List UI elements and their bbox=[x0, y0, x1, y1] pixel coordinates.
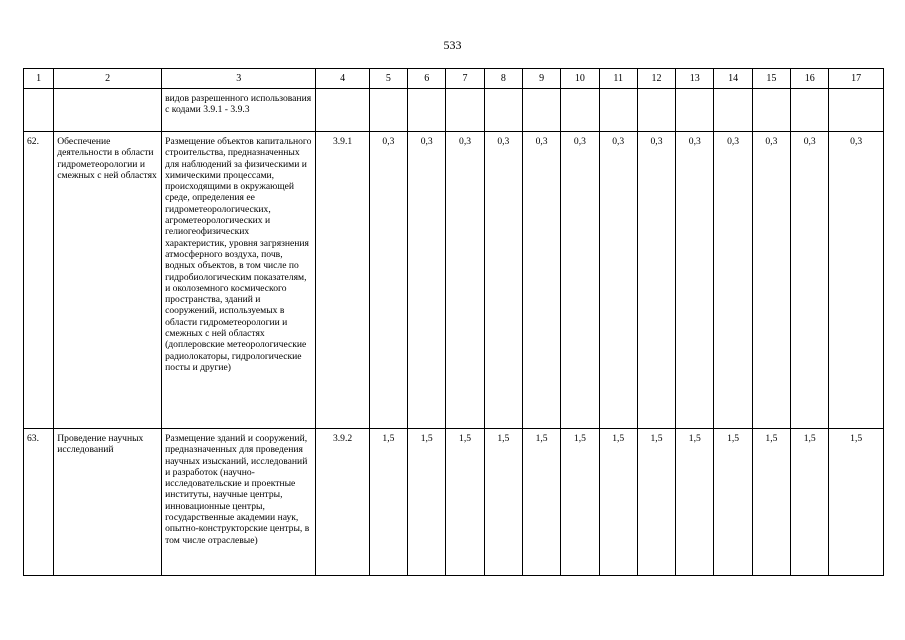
row-number: 62. bbox=[24, 132, 54, 429]
header-cell: 17 bbox=[829, 69, 884, 89]
value-cell: 0,3 bbox=[408, 132, 446, 429]
row-name bbox=[54, 89, 162, 132]
row-code: 3.9.2 bbox=[316, 429, 369, 576]
row-code bbox=[316, 89, 369, 132]
header-cell: 11 bbox=[599, 69, 637, 89]
header-cell: 1 bbox=[24, 69, 54, 89]
header-cell: 6 bbox=[408, 69, 446, 89]
header-cell: 16 bbox=[791, 69, 829, 89]
row-description: Размещение зданий и сооружений, предназначенных для проведения научных изысканий, исследований и разработок (научно-исследовательские и проектные институты, научные центры, инновационные центры, государственные академии наук, опытно-конструкторские центры, в том числе отраслевые) bbox=[162, 429, 316, 576]
table-row bbox=[24, 132, 884, 429]
value-cell: 1,5 bbox=[637, 429, 675, 576]
value-cell: 1,5 bbox=[676, 429, 714, 576]
value-cell: 1,5 bbox=[791, 429, 829, 576]
header-cell: 9 bbox=[522, 69, 560, 89]
value-cell: 1,5 bbox=[522, 429, 560, 576]
table-row bbox=[24, 89, 884, 132]
row-code: 3.9.1 bbox=[316, 132, 369, 429]
value-cell: 0,3 bbox=[484, 132, 522, 429]
value-cell: 0,3 bbox=[637, 132, 675, 429]
value-cell: 0,3 bbox=[714, 132, 752, 429]
value-cell: 0,3 bbox=[829, 132, 884, 429]
header-cell: 15 bbox=[752, 69, 790, 89]
header-row bbox=[24, 69, 884, 89]
value-cell: 0,3 bbox=[561, 132, 599, 429]
header-cell: 12 bbox=[637, 69, 675, 89]
value-cell bbox=[369, 89, 407, 132]
row-name: Обеспечение деятельности в области гидрометеорологии и смежных с ней областях bbox=[54, 132, 162, 429]
value-cell bbox=[829, 89, 884, 132]
value-cell bbox=[599, 89, 637, 132]
value-cell bbox=[714, 89, 752, 132]
header-cell: 7 bbox=[446, 69, 484, 89]
value-cell: 1,5 bbox=[829, 429, 884, 576]
value-cell bbox=[752, 89, 790, 132]
value-cell: 1,5 bbox=[714, 429, 752, 576]
value-cell bbox=[408, 89, 446, 132]
row-number: 63. bbox=[24, 429, 54, 576]
land-use-table bbox=[23, 68, 884, 576]
value-cell: 1,5 bbox=[408, 429, 446, 576]
value-cell: 0,3 bbox=[446, 132, 484, 429]
value-cell bbox=[522, 89, 560, 132]
value-cell: 1,5 bbox=[561, 429, 599, 576]
value-cell: 1,5 bbox=[752, 429, 790, 576]
value-cell bbox=[484, 89, 522, 132]
table-row bbox=[24, 429, 884, 576]
value-cell bbox=[676, 89, 714, 132]
header-cell: 2 bbox=[54, 69, 162, 89]
row-description: видов разрешенного использования с кодами 3.9.1 - 3.9.3 bbox=[162, 89, 316, 132]
header-cell: 10 bbox=[561, 69, 599, 89]
value-cell: 1,5 bbox=[369, 429, 407, 576]
value-cell: 0,3 bbox=[522, 132, 560, 429]
header-cell: 4 bbox=[316, 69, 369, 89]
row-name: Проведение научных исследований bbox=[54, 429, 162, 576]
value-cell bbox=[637, 89, 675, 132]
row-number bbox=[24, 89, 54, 132]
value-cell: 0,3 bbox=[599, 132, 637, 429]
value-cell bbox=[791, 89, 829, 132]
header-cell: 5 bbox=[369, 69, 407, 89]
value-cell: 0,3 bbox=[676, 132, 714, 429]
value-cell: 1,5 bbox=[599, 429, 637, 576]
header-cell: 3 bbox=[162, 69, 316, 89]
value-cell: 0,3 bbox=[752, 132, 790, 429]
value-cell: 0,3 bbox=[791, 132, 829, 429]
value-cell: 1,5 bbox=[484, 429, 522, 576]
value-cell bbox=[446, 89, 484, 132]
header-cell: 13 bbox=[676, 69, 714, 89]
header-cell: 8 bbox=[484, 69, 522, 89]
value-cell: 0,3 bbox=[369, 132, 407, 429]
row-description: Размещение объектов капитального строительства, предназначенных для наблюдений за физическими и химическими процессами, происходящими в окружающей среде, определения ее гидрометеорологических, агрометеорологических и гелиогеофизических характеристик, уровня загрязнения атмосферного воздуха, почв, водных объектов, в том числе по гидробиологическим показателям, и околоземного космического пространства, зданий и сооружений, используемых в области гидрометеорологии и смежных с ней областях (доплеровские метеорологические радиолокаторы, гидрологические посты и другие) bbox=[162, 132, 316, 429]
value-cell: 1,5 bbox=[446, 429, 484, 576]
value-cell bbox=[561, 89, 599, 132]
header-cell: 14 bbox=[714, 69, 752, 89]
page-number: 533 bbox=[443, 38, 462, 52]
